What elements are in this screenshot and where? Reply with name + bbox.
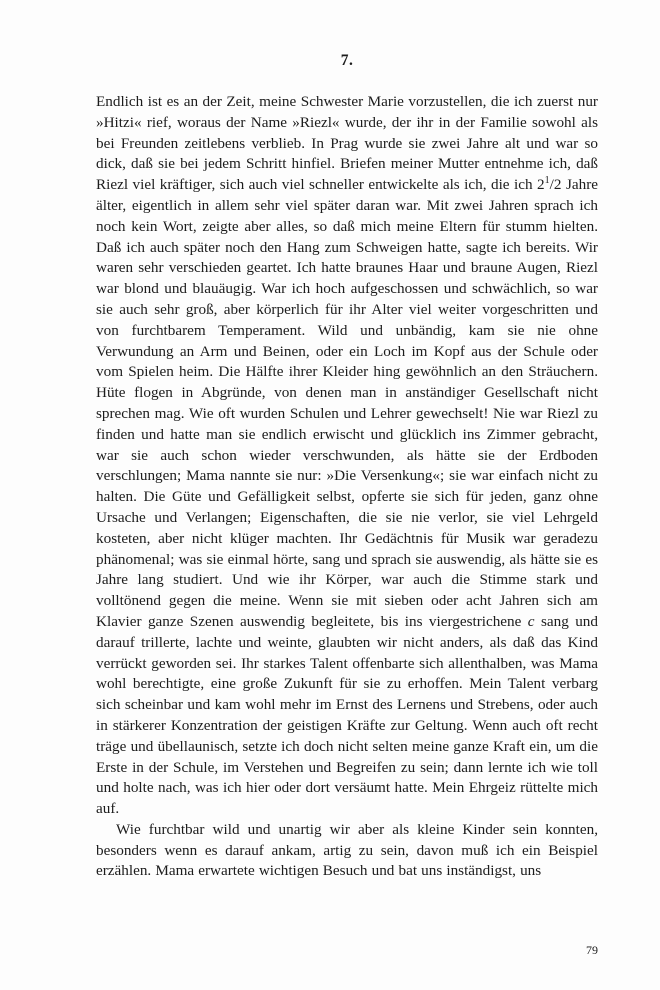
paragraph: Endlich ist es an der Zeit, meine Schwester Marie vorzustellen, die ich zuerst nur »Hitzi« rief, woraus der Name »Riezl« wurde, der ihr in der Familie sowohl als bei Freunden zeitlebens verblieb. In Prag wurde sie zwei Jahre alt und war so dick, daß sie bei jedem Schritt hinfiel. Briefen meiner Mutter entnehme ich, daß Riezl viel kräftiger, sich auch viel schneller entwickelte als ich, die ich $2^1/2$ Jahre älter, eigentlich in allem sehr viel später daran war. Mit zwei Jahren sprach ich noch kein Wort, zeigte aber alles, so daß mich meine Eltern für stumm hielten. Daß ich auch später noch den Hang zum Schweigen hatte, sagte ich bereits. Wir waren sehr verschieden geartet. Ich hatte braunes Haar und braune Augen, Riezl war blond und blauäugig. War ich hoch aufgeschossen und schwächlich, so war sie auch sehr groß, aber körperlich für ihr Alter viel weiter vorgeschritten und von furchtbarem Temperament. Wild und unbändig, kam sie nie ohne Verwundung an Arm und Beinen, oder ein Loch im Kopf aus der Schule oder vom Spielen heim. Die Hälfte ihrer Kleider hing gewöhnlich an den Sträuchern. Hüte flogen in Abgründe, von denen man in anständiger Gesellschaft nicht sprechen mag. Wie oft wurden Schulen und Lehrer gewechselt! Nie war Riezl zu finden und hatte man sie endlich erwischt und glücklich ins Zimmer gebracht, war sie auch schon wieder verschwunden, als hätte sie der Erdboden verschlungen; Mama nannte sie nur: »Die Versenkung«; sie war einfach nicht zu halten. Die Güte und Gefälligkeit selbst, opferte sie sich für jeden, ganz ohne Ursache und Verlangen; Eigenschaften, die sie nie verlor, sie viel Lehrgeld kosteten, aber nicht klüger machten. Ihr Gedächtnis für Musik war geradezu phänomenal; was sie einmal hörte, sang und sprach sie auswendig, als hätte sie es Jahre lang studiert. Und wie ihr Körper, war auch die Stimme stark und volltönend gegen die meine. Wenn sie mit sieben oder acht Jahren sich am Klavier ganze Szenen auswendig begleitete, bis ins viergestrichene c sang und darauf trillerte, lachte und weinte, glaubten wir nicht anders, als daß das Kind verrückt geworden sei. Ihr starkes Talent offenbarte sich allenthalben, was Mama wohl berechtigte, eine große Zukunft für sie zu erhoffen. Mein Talent verbarg sich scheinbar und kam wohl mehr im Ernst des Lernens und Strebens, oder auch in stärkerer Konzentration der geistigen Kräfte zur Geltung. Wenn auch oft recht träge und übellaunisch, setzte ich doch nicht selten meine ganze Kraft ein, um die Erste in der Schule, im Verstehen und Begreifen zu sein; dann lernte ich wie toll und holte nach, was ich hier oder dort versäumt hatte. Mein Ehrgeiz rüttelte mich auf. xyxy=(96,93,598,818)
paragraph: Wie furchtbar wild und unartig wir aber als kleine Kinder sein konnten, besonders wenn es darauf ankam, artig zu sein, davon muß ich ein Beispiel erzählen. Mama erwartete wichtigen Besuch und bat uns inständigst, uns xyxy=(96,820,598,880)
page-number: 79 xyxy=(586,943,598,957)
chapter-heading: 7. xyxy=(340,52,354,69)
text-block xyxy=(96,52,598,882)
